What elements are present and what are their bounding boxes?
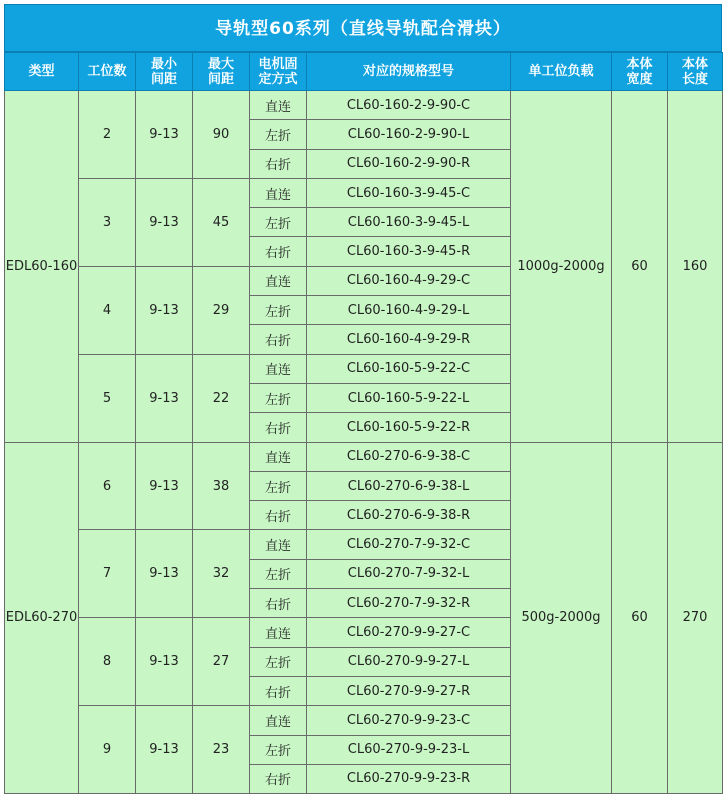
motor-mount-cell: 左折 [250,471,307,500]
station-count-cell: 5 [79,354,136,442]
spec-table [4,52,723,794]
load-cell: 500g-2000g [511,442,612,794]
motor-mount-cell: 右折 [250,501,307,530]
motor-mount-cell: 直连 [250,178,307,207]
table-row [5,442,723,471]
model-cell: CL60-160-3-9-45-R [307,237,511,266]
motor-mount-cell: 左折 [250,208,307,237]
min-spacing-cell: 9-13 [136,178,193,266]
header-min-spacing: 最小 间距 [136,53,193,91]
min-spacing-cell: 9-13 [136,266,193,354]
model-cell: CL60-160-5-9-22-C [307,354,511,383]
header-length: 本体 长度 [668,53,723,91]
model-cell: CL60-270-7-9-32-R [307,589,511,618]
min-spacing-cell: 9-13 [136,354,193,442]
max-spacing-cell: 29 [193,266,250,354]
motor-mount-cell: 左折 [250,735,307,764]
header-station-count: 工位数 [79,53,136,91]
min-spacing-cell: 9-13 [136,706,193,794]
max-spacing-cell: 32 [193,530,250,618]
model-cell: CL60-160-3-9-45-C [307,178,511,207]
width-cell: 60 [612,91,668,443]
motor-mount-cell: 右折 [250,413,307,442]
model-cell: CL60-160-2-9-90-R [307,149,511,178]
motor-mount-cell: 右折 [250,676,307,705]
min-spacing-cell: 9-13 [136,442,193,530]
table-title: 导轨型60系列（直线导轨配合滑块） [4,4,722,52]
model-cell: CL60-270-6-9-38-R [307,501,511,530]
motor-mount-cell: 左折 [250,559,307,588]
max-spacing-cell: 27 [193,618,250,706]
model-cell: CL60-270-9-9-27-L [307,647,511,676]
length-cell: 160 [668,91,723,443]
spec-table-container [4,4,722,794]
motor-mount-cell: 左折 [250,647,307,676]
min-spacing-cell: 9-13 [136,530,193,618]
load-cell: 1000g-2000g [511,91,612,443]
model-cell: CL60-160-2-9-90-C [307,91,511,120]
header-row [5,53,723,91]
type-cell: EDL60-160 [5,91,79,443]
motor-mount-cell: 直连 [250,706,307,735]
motor-mount-cell: 左折 [250,383,307,412]
station-count-cell: 2 [79,91,136,179]
motor-mount-cell: 左折 [250,120,307,149]
max-spacing-cell: 38 [193,442,250,530]
header-max-spacing: 最大 间距 [193,53,250,91]
header-width: 本体 宽度 [612,53,668,91]
table-row [5,91,723,120]
station-count-cell: 4 [79,266,136,354]
model-cell: CL60-160-5-9-22-L [307,383,511,412]
station-count-cell: 6 [79,442,136,530]
model-cell: CL60-270-9-9-23-C [307,706,511,735]
model-cell: CL60-160-4-9-29-L [307,296,511,325]
motor-mount-cell: 直连 [250,266,307,295]
motor-mount-cell: 直连 [250,91,307,120]
model-cell: CL60-270-9-9-27-R [307,676,511,705]
width-cell: 60 [612,442,668,794]
model-cell: CL60-160-2-9-90-L [307,120,511,149]
model-cell: CL60-270-7-9-32-L [307,559,511,588]
model-cell: CL60-160-4-9-29-R [307,325,511,354]
model-cell: CL60-270-7-9-32-C [307,530,511,559]
model-cell: CL60-270-9-9-27-C [307,618,511,647]
station-count-cell: 9 [79,706,136,794]
model-cell: CL60-270-6-9-38-C [307,442,511,471]
max-spacing-cell: 90 [193,91,250,179]
model-cell: CL60-160-3-9-45-L [307,208,511,237]
model-cell: CL60-270-9-9-23-L [307,735,511,764]
header-motor-mount: 电机固 定方式 [250,53,307,91]
header-model: 对应的规格型号 [307,53,511,91]
motor-mount-cell: 右折 [250,325,307,354]
min-spacing-cell: 9-13 [136,91,193,179]
model-cell: CL60-160-4-9-29-C [307,266,511,295]
header-load: 单工位负载 [511,53,612,91]
motor-mount-cell: 右折 [250,589,307,618]
motor-mount-cell: 右折 [250,149,307,178]
motor-mount-cell: 左折 [250,296,307,325]
motor-mount-cell: 直连 [250,442,307,471]
motor-mount-cell: 右折 [250,237,307,266]
motor-mount-cell: 右折 [250,764,307,793]
station-count-cell: 8 [79,618,136,706]
model-cell: CL60-270-6-9-38-L [307,471,511,500]
motor-mount-cell: 直连 [250,618,307,647]
max-spacing-cell: 23 [193,706,250,794]
motor-mount-cell: 直连 [250,354,307,383]
length-cell: 270 [668,442,723,794]
max-spacing-cell: 45 [193,178,250,266]
station-count-cell: 3 [79,178,136,266]
max-spacing-cell: 22 [193,354,250,442]
station-count-cell: 7 [79,530,136,618]
min-spacing-cell: 9-13 [136,618,193,706]
table-body [5,91,723,794]
motor-mount-cell: 直连 [250,530,307,559]
model-cell: CL60-270-9-9-23-R [307,764,511,793]
model-cell: CL60-160-5-9-22-R [307,413,511,442]
header-type: 类型 [5,53,79,91]
type-cell: EDL60-270 [5,442,79,794]
